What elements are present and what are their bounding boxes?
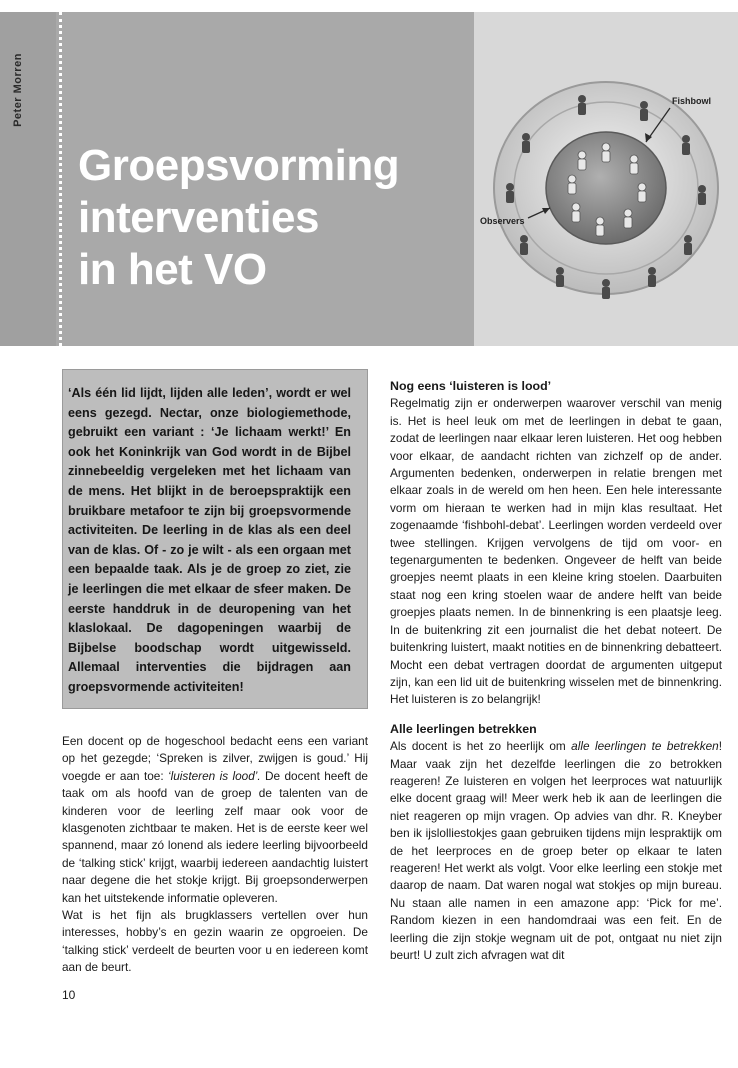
participant-figure-icon: [568, 175, 576, 194]
title-line-3: in het VO: [78, 245, 267, 294]
right-paragraph-2: Als docent is het zo heerlijk om alle leerlingen te betrekken! Maar vaak zijn het dezelfde leerlingen die zo betrokken reageren! Ze luisteren en volgen het leerproces wat natuurlijk elke docent graag wil! Meer werk heb ik aan de leerlingen die niet reageren op mijn vragen. Op advies van dhr. R. Kneyber ben ik ijslolliestokjes gaan gebruiken tijdens mijn lespraktijk om de het leerproces en de groep beter op elkaar te laten reageren! Het werkt als volgt. Voor elke leerling een stokje met daarop de naam. Dat waren nogal wat stokjes op mijn bureau. Nu staan alle namen in een amazone app: ‘Pick for me’. Random kiezen in een handomdraai was een feit. En de leerling die zijn stokje wegnam uit de pot, ontgaat nu niet zijn beurt! U zult zich afvragen wat dit: [390, 739, 722, 962]
right-column: [390, 378, 722, 964]
participant-figure-icon: [572, 203, 580, 222]
observer-figure-icon: [698, 185, 706, 205]
section-heading-luisteren: Nog eens ‘luisteren is lood’: [390, 379, 552, 393]
observer-figure-icon: [506, 183, 514, 203]
participant-figure-icon: [638, 183, 646, 202]
author-label-wrap: [8, 40, 28, 140]
left-paragraph-2: Wat is het fijn als brugklassers vertellen over hun interesses, hobby’s en gezin waarin ze opgroeien. De ‘talking stick’ verdeelt de beurten voor u en iedereen komt aan de beurt.: [62, 908, 368, 975]
title-line-2: interventies: [78, 193, 319, 242]
author-name: Peter Morren: [12, 53, 24, 127]
participant-figure-icon: [596, 217, 604, 236]
participant-figure-icon: [624, 209, 632, 228]
fishbowl-diagram: [474, 12, 738, 346]
left-paragraph-1: Een docent op de hogeschool bedacht eens een variant op het gezegde; ‘Spreken is zilver, zwijgen is goud.’ Hij voegde er aan toe: ‘luisteren is lood’. De docent heeft de taak om als hoofd van de groep de talenten van de kinderen voor de leerling zelf maar ook voor de klasgenoten zichtbaar te maken. Het is de eerste keer wel spannend, maar zó lonend als iedere leerling bijvoorbeeld de ‘talking stick’ krijgt, waarbij iedereen aandachtig luistert naar degene die het stokje krijgt. Bij groepsonderwerpen kan het uitstekende informatie opleveren.: [62, 734, 368, 905]
participant-figure-icon: [630, 155, 638, 174]
observers-label: Observers: [480, 216, 525, 226]
fishbowl-illustration: [474, 12, 738, 346]
article-title: [78, 140, 478, 296]
observer-figure-icon: [648, 267, 656, 287]
page-number: 10: [62, 988, 76, 1002]
title-line-1: Groepsvorming: [78, 141, 400, 190]
observer-figure-icon: [556, 267, 564, 287]
section-heading-betrekken: Alle leerlingen betrekken: [390, 721, 537, 736]
participant-figure-icon: [578, 151, 586, 170]
observer-figure-icon: [684, 235, 692, 255]
observer-figure-icon: [522, 133, 530, 153]
observer-figure-icon: [520, 235, 528, 255]
dotted-divider: [59, 12, 62, 346]
right-paragraph-1: Regelmatig zijn er onderwerpen waarover verschil van menig is. Het is heel leuk om met de leerlingen in debat te gaan, zodat de leerlingen naar elkaar leren luisteren. Het oog hebben voor elkaar, de aandacht richten van zichzelf op de ander. Argumenten bedenken, onderwerpen in relatie brengen met elkaar zoals in de wereld om hen heen. Een hele interessante vorm om hieraan te werken had in mijn klas resultaat. Het zogenaamde ‘fishbohl-debat’. Leerlingen worden verdeeld over twee stellingen. Krijgen vervolgens de tijd om voor- en tegenargumenten te bedenken. Ongeveer de helft van beide groepjes neemt plaats in een kleine kring stoelen. Daarbuiten staat nog een kring stoelen waar de andere helft van beide groepjes plaats nemen. In de binnenkring is een plaatsje leeg. In de buitenkring zit een journalist die het debat noteert. De buitenkring luistert, maakt notities en de binnenkring debatteert. Mocht een debat vertragen doordat de argumenten uitgeput zijn, kan een lid uit de buitenkring wisselen met de binnenkring. Het luisteren is zo belangrijk!: [390, 396, 722, 707]
observer-figure-icon: [578, 95, 586, 115]
left-column: [62, 733, 368, 977]
quote-text: ‘Als één lid lijdt, lijden alle leden’, wordt er wel eens gezegd. Nectar, onze biologiemethode, gebruikt een variant : ‘Je lichaam werkt!’ En ook het Koninkrijk van God wordt in de Bijbel zinnebeeldig vergeleken met het lichaam van de mens. Het blijkt in de beroepspraktijk een bruikbare metafoor te zijn bij groepsvormende activiteiten. De leerling in de klas als een deel van de klas. Of - zo je wilt - als een orgaan met een bepaalde taak. Als je de groep zo ziet, zie je leerlingen die met elkaar de sfeer maken. De eerste handdruk in de deuropening van het klaslokaal. De dagopeningen waarbij de Bijbelse boodschap wordt uitgewisseld. Allemaal interventies die bijdragen aan groepsvormende activiteiten!: [68, 386, 351, 694]
observer-figure-icon: [602, 279, 610, 299]
participant-figure-icon: [602, 143, 610, 162]
fishbowl-label: Fishbowl: [672, 96, 711, 106]
observer-figure-icon: [640, 101, 648, 121]
observer-figure-icon: [682, 135, 690, 155]
